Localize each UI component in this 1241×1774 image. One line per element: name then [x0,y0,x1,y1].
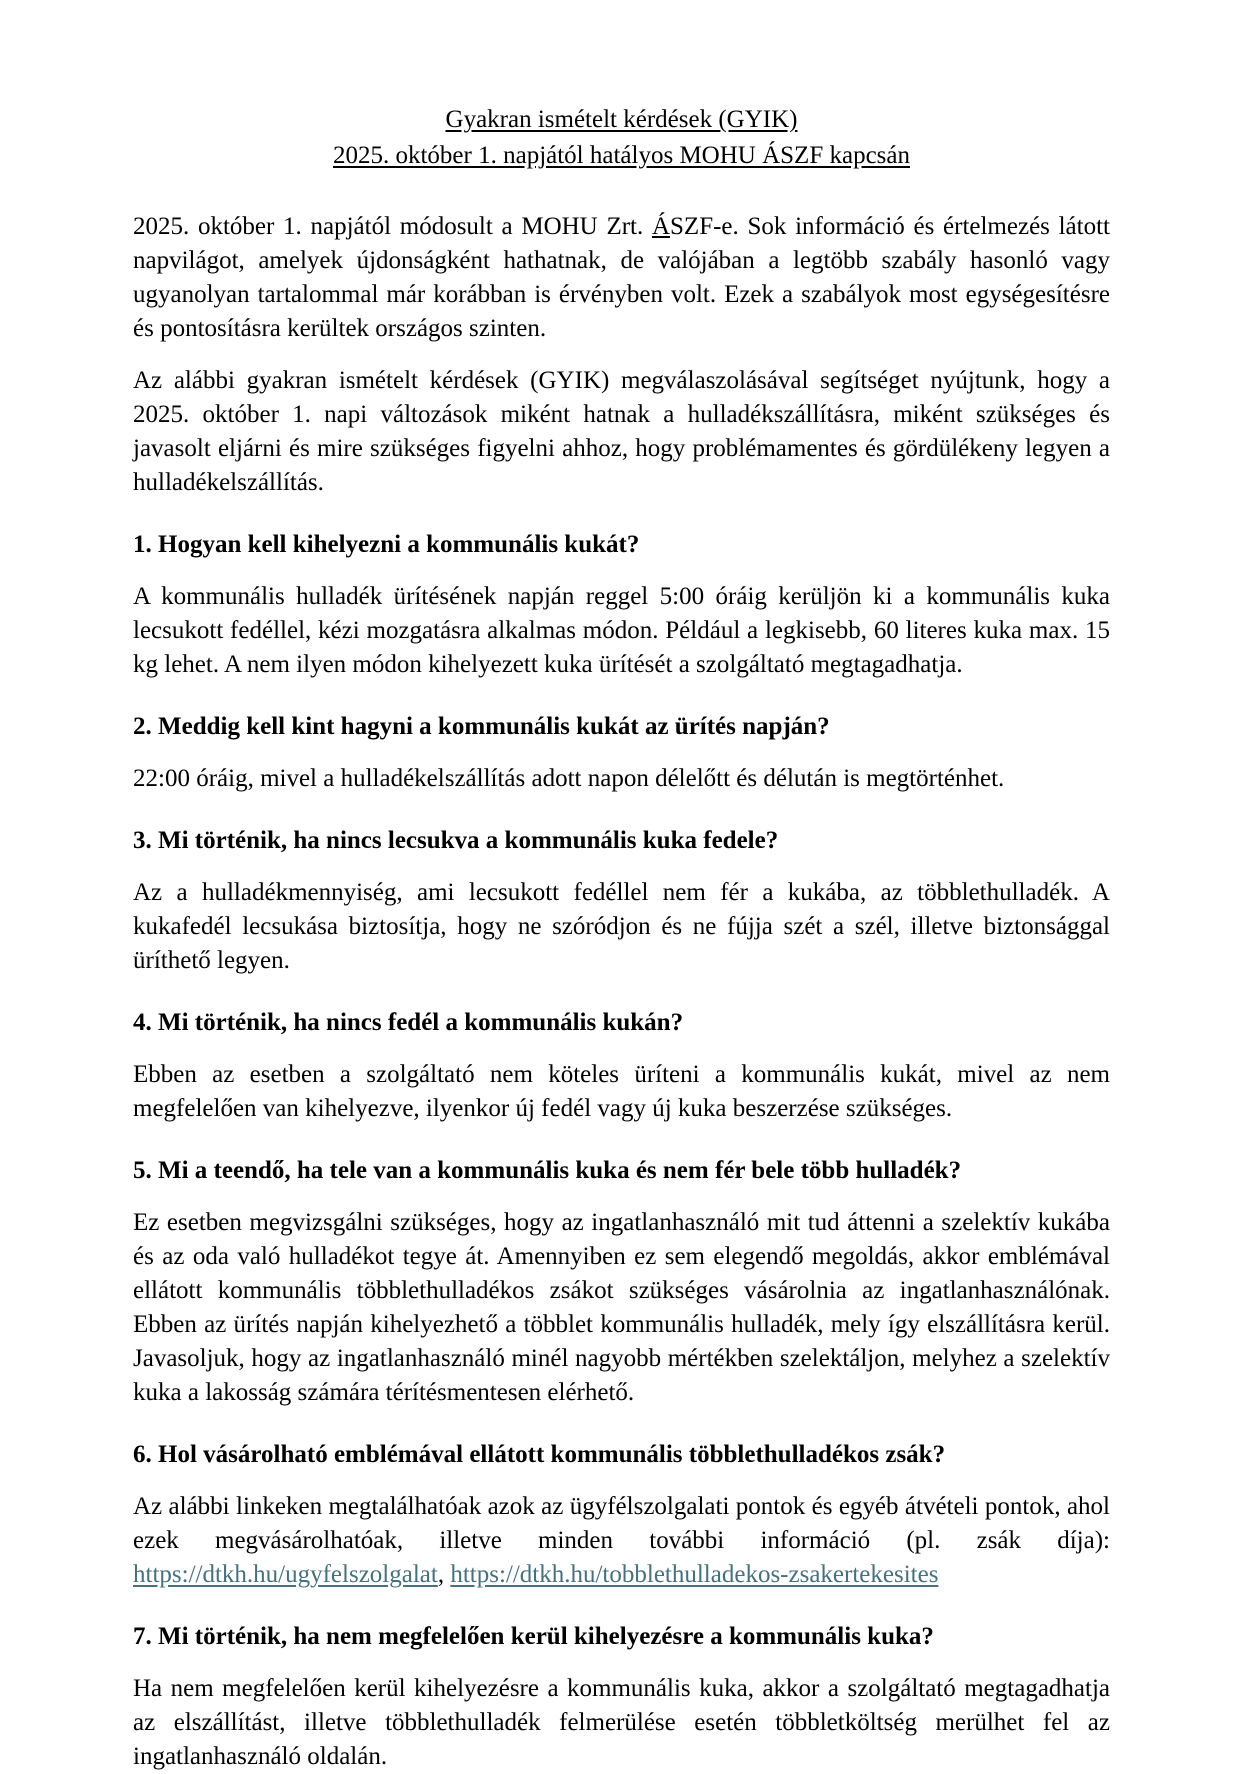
faq-answer-6-text: Az alábbi linkeken megtalálhatóak azok az ügyfélszolgalati pontok és egyéb átvételi pontok, ahol ezek megvásárolhatóak, illetve minden további információ (pl. zsák díja): [133,1493,1110,1554]
faq-answer-4: Ebben az esetben a szolgáltató nem köteles üríteni a kommunális kukát, mivel az nem megfelelően van kihelyezve, ilyenkor új fedél vagy új kuka beszerzése szükséges. [133,1061,1110,1122]
intro-paragraph-1-text-before: 2025. október 1. napjától módosult a MOHU Zrt. [133,213,652,240]
faq-item-6 [133,1438,1110,1592]
intro-paragraph-1-underlined-letter: Á [651,213,671,240]
document-title [133,102,1110,174]
document-title-line2: 2025. október 1. napjától hatályos MOHU ÁSZF kapcsán [332,142,910,169]
faq-question-1: 1. Hogyan kell kihelyezni a kommunális kukát? [133,531,640,558]
intro-paragraph-1 [133,210,1110,346]
faq-question-2: 2. Meddig kell kint hagyni a kommunális kukát az ürítés napján? [133,713,830,740]
faq-item-7 [133,1620,1110,1774]
faq-answer-5: Ez esetben megvizsgálni szükséges, hogy az ingatlanhasználó mit tud áttenni a szelektív kukába és az oda való hulladékot tegye át. Amennyiben ez sem elegendő megoldás, akkor emblémával ellátott kommunális többlethulladékos zsákot szükséges vásárolnia az ingatlanhasználónak. Ebben az ürítés napján kihelyezhető a többlet kommunális hulladék, mely így elszállításra kerül. Javasoljuk, hogy az ingatlanhasználó minél nagyobb mértékben szelektáljon, melyhez a szelektív kuka a lakosság számára térítésmentesen elérhető. [133,1209,1110,1406]
intro-paragraph-2: Az alábbi gyakran ismételt kérdések (GYIK) megválaszolásával segítséget nyújtunk, hogy a 2025. október 1. napi változások miként hatnak a hulladékszállításra, miként szükséges és javasolt eljárni és mire szükséges figyelni ahhoz, hogy problémamentes és gördülékeny legyen a hulladékelszállítás. [133,367,1110,496]
faq-item-4 [133,1006,1110,1126]
faq-item-1 [133,528,1110,682]
intro-paragraph-1-text-after: SZF-e. Sok információ és értelmezés látott napvilágot, amelyek újdonságként hathatnak, de valójában a legtöbb szabály hasonló vagy ugyanolyan tartalommal már korábban is érvényben volt. Ezek a szabályok most egységesítésre és pontosításra kerültek országos szinten. [133,213,1110,342]
faq-question-5: 5. Mi a teendő, ha tele van a kommunális kuka és nem fér bele több hulladék? [133,1157,962,1184]
faq-item-5 [133,1154,1110,1410]
faq-answer-2: 22:00 óráig, mivel a hulladékelszállítás adott napon délelőtt és délután is megtörténhet. [133,765,1005,792]
document-title-line1: Gyakran ismételt kérdések (GYIK) [445,106,798,133]
faq-item-3 [133,824,1110,978]
faq-question-3: 3. Mi történik, ha nincs lecsukva a kommunális kuka fedele? [133,827,779,854]
link-dtkh-ugyfelszolgalat[interactable]: https://dtkh.hu/ugyfelszolgalat [133,1561,438,1588]
faq-answer-3: Az a hulladékmennyiség, ami lecsukott fedéllel nem fér a kukába, az többlethulladék. A kukafedél lecsukása biztosítja, hogy ne szóródjon és ne fújja szét a szél, illetve biztonsággal üríthető legyen. [133,879,1110,974]
faq-question-6: 6. Hol vásárolható emblémával ellátott kommunális többlethulladékos zsák? [133,1441,946,1468]
faq-answer-6 [133,1490,1110,1592]
faq-item-2 [133,710,1110,796]
faq-question-7: 7. Mi történik, ha nem megfelelően kerül kihelyezésre a kommunális kuka? [133,1623,934,1650]
faq-answer-1: A kommunális hulladék ürítésének napján reggel 5:00 óráig kerüljön ki a kommunális kuka lecsukott fedéllel, kézi mozgatásra alkalmas módon. Például a legkisebb, 60 literes kuka max. 15 kg lehet. A nem ilyen módon kihelyezett kuka ürítését a szolgáltató megtagadhatja. [133,583,1110,678]
faq-answer-6-link-separator: , [437,1561,451,1588]
faq-answer-7: Ha nem megfelelően kerül kihelyezésre a kommunális kuka, akkor a szolgáltató megtagadhatja az elszállítást, illetve többlethulladék felmerülése esetén többletköltség merülhet fel az ingatlanhasználó oldalán. [133,1675,1110,1770]
faq-question-4: 4. Mi történik, ha nincs fedél a kommunális kukán? [133,1009,684,1036]
link-dtkh-tobblethulladekos-zsakertekesites[interactable]: https://dtkh.hu/tobblethulladekos-zsakertekesites [450,1561,939,1588]
